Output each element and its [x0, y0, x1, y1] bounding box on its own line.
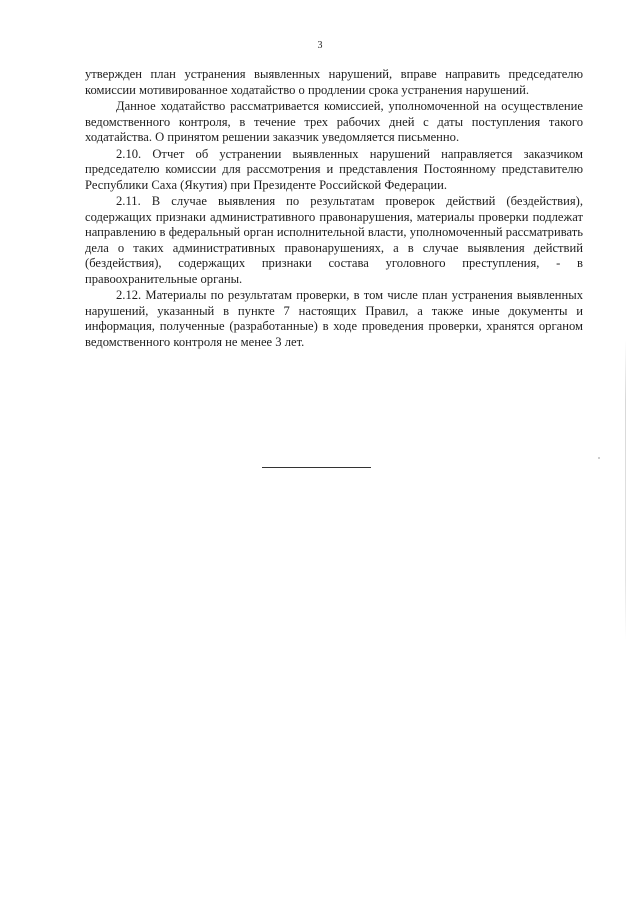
paragraph-2-11: 2.11. В случае выявления по результатам проверок действий (бездействия), содержащих признаки административного правонарушения, материалы проверки подлежат направлению в федеральный орган исполнительной власти, уполномоченный рассматривать дела о таких административных правонарушениях, а в случае выявления действий (бездействия), содержащих признаки состава уголовного преступления, - в правоохранительные органы.	[85, 194, 583, 286]
paragraph-petition-review: Данное ходатайство рассматривается комиссией, уполномоченной на осуществление ведомственного контроля, в течение трех рабочих дней с даты поступления такого ходатайства. О принятом решении заказчик уведомляется письменно.	[85, 99, 583, 144]
document-body	[85, 67, 583, 351]
paragraph-plan-extension: утвержден план устранения выявленных нарушений, вправе направить председателю комиссии мотивированное ходатайство о продлении срока устранения нарушений.	[85, 67, 583, 97]
paragraph-2-12: 2.12. Материалы по результатам проверки, в том числе план устранения выявленных нарушений, указанный в пункте 7 настоящих Правил, а также иные документы и информация, полученные (разработанные) в ходе проведения проверки, хранятся органом ведомственного контроля не менее 3 лет.	[85, 288, 583, 349]
paragraph-2-10: 2.10. Отчет об устранении выявленных нарушений направляется заказчиком председателю комиссии для рассмотрения и представления Постоянному представителю Республики Саха (Якутия) при Президенте Российской Федерации.	[85, 146, 583, 192]
scan-edge-shadow	[625, 340, 626, 640]
page-number: 3	[317, 40, 323, 51]
closing-divider-line	[262, 467, 371, 468]
scan-speck	[598, 457, 600, 459]
